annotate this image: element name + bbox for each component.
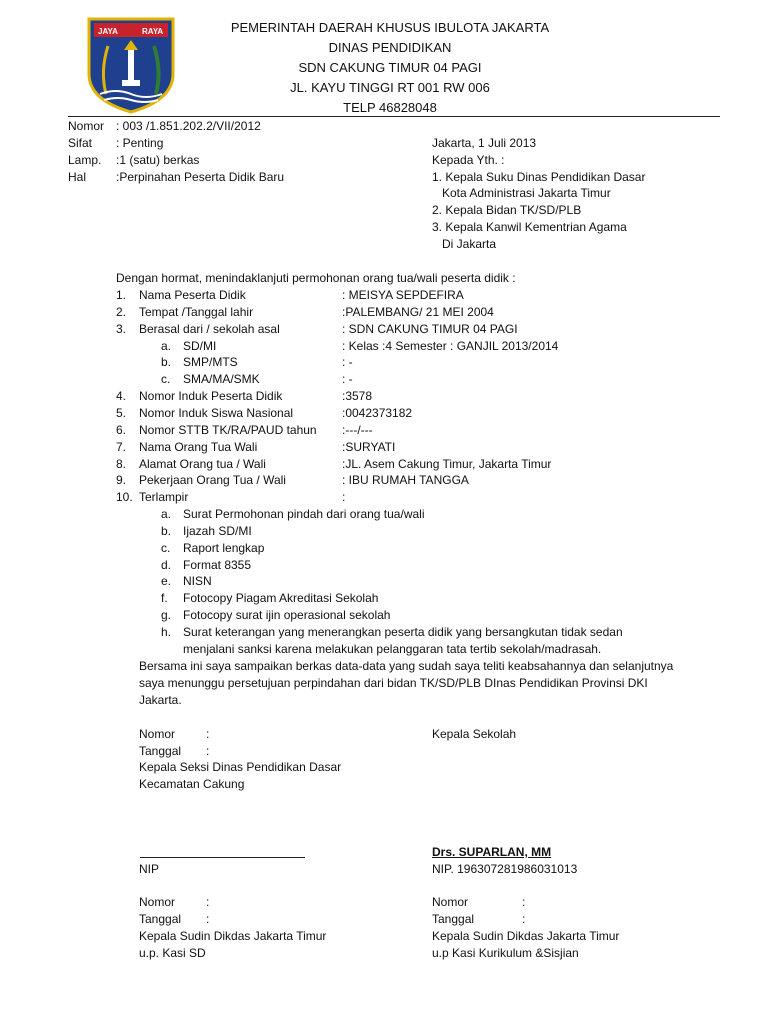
attachment-text: Surat Permohonan pindah dari orang tua/wali bbox=[183, 507, 425, 521]
headmaster-name: Drs. SUPARLAN, MM bbox=[432, 845, 552, 859]
field-label: Terlampir bbox=[139, 490, 189, 504]
sign-left2-title-1: Kepala Sudin Dikdas Jakarta Timur bbox=[139, 929, 327, 943]
sign-left1-nomor-colon: : bbox=[206, 727, 210, 741]
sign-right2-tanggal-label: Tanggal bbox=[432, 912, 475, 926]
field-num: 3. bbox=[116, 322, 127, 336]
letter-date: Jakarta, 1 Juli 2013 bbox=[432, 136, 537, 150]
attachment-num: g. bbox=[161, 608, 172, 622]
field-num: a. bbox=[161, 339, 172, 353]
sign-right2-tanggal-colon: : bbox=[522, 912, 526, 926]
sign-right2-title-2: u.p Kasi Kurikulum &Sisjian bbox=[432, 946, 579, 960]
attachment-num: a. bbox=[161, 507, 172, 521]
sign-right2-nomor-label: Nomor bbox=[432, 895, 469, 909]
header-line-school: SDN CAKUNG TIMUR 04 PAGI bbox=[298, 60, 482, 75]
header-line-address: JL. KAYU TINGGI RT 001 RW 006 bbox=[290, 80, 490, 95]
sign-left2-nomor-label: Nomor bbox=[139, 895, 176, 909]
meta-hal-label: Hal bbox=[68, 170, 87, 184]
field-num: b. bbox=[161, 355, 172, 369]
attachment-text: Raport lengkap bbox=[183, 541, 265, 555]
attachment-num: d. bbox=[161, 558, 172, 572]
intro-text: Dengan hormat, menindaklanjuti permohonan orang tua/wali peserta didik : bbox=[116, 271, 516, 285]
recipient-3-line-b: Di Jakarta bbox=[442, 237, 497, 251]
sign-left1-title-2: Kecamatan Cakung bbox=[139, 777, 245, 791]
field-label: SMP/MTS bbox=[183, 355, 238, 369]
recipient-3-line-a: 3. Kepala Kanwil Kementrian Agama bbox=[432, 220, 627, 234]
field-num: 1. bbox=[116, 288, 127, 302]
field-num: 4. bbox=[116, 389, 127, 403]
field-num: 10. bbox=[116, 490, 133, 504]
sign-right1-title: Kepala Sekolah bbox=[432, 727, 517, 741]
field-num: 2. bbox=[116, 305, 127, 319]
field-value: : bbox=[342, 490, 346, 504]
field-value: :0042373182 bbox=[342, 406, 413, 420]
field-label: SMA/MA/SMK bbox=[183, 372, 260, 386]
sign-left1-title-1: Kepala Seksi Dinas Pendidikan Dasar bbox=[139, 760, 342, 774]
sign-right2-title-1: Kepala Sudin Dikdas Jakarta Timur bbox=[432, 929, 620, 943]
field-label: Tempat /Tanggal lahir bbox=[139, 305, 254, 319]
field-value: :---/--- bbox=[342, 423, 373, 437]
attachment-text: Ijazah SD/MI bbox=[183, 524, 252, 538]
header-line-government: PEMERINTAH DAERAH KHUSUS IBULOTA JAKARTA bbox=[230, 20, 550, 35]
field-num: 9. bbox=[116, 473, 127, 487]
field-value: :PALEMBANG/ 21 MEI 2004 bbox=[342, 305, 494, 319]
sign-left2-nomor-colon: : bbox=[206, 895, 210, 909]
field-num: c. bbox=[161, 372, 171, 386]
closing-line-2: saya menunggu persetujuan perpindahan dari bidan TK/SD/PLB DInas Pendidikan Provinsi DKI bbox=[139, 676, 648, 690]
attachment-num: e. bbox=[161, 574, 172, 588]
meta-hal-value: :Perpinahan Peserta Didik Baru bbox=[116, 170, 285, 184]
sign-right2-nomor-colon: : bbox=[522, 895, 526, 909]
sign-left1-tanggal-colon: : bbox=[206, 744, 210, 758]
logo-motto-left: JAYA bbox=[98, 27, 118, 36]
field-value: : Kelas :4 Semester : GANJIL 2013/2014 bbox=[342, 339, 559, 353]
sign-left2-tanggal-colon: : bbox=[206, 912, 210, 926]
closing-line-1: Bersama ini saya sampaikan berkas data-data yang sudah saya teliti keabsahannya dan selanjutnya bbox=[139, 659, 674, 673]
field-label: Nomor Induk Siswa Nasional bbox=[139, 406, 294, 420]
header-divider bbox=[68, 116, 720, 117]
field-value: : IBU RUMAH TANGGA bbox=[342, 473, 469, 487]
field-value: : - bbox=[342, 372, 353, 386]
attachment-num: h. bbox=[161, 625, 172, 639]
attachment-text-continued: menjalani sanksi karena melakukan pelanggaran tata tertib sekolah/madrasah. bbox=[183, 642, 602, 656]
attachment-text: Fotocopy Piagam Akreditasi Sekolah bbox=[183, 591, 379, 605]
meta-nomor-value: : 003 /1.851.202.2/VII/2012 bbox=[116, 119, 261, 133]
sign-left1-tanggal-label: Tanggal bbox=[139, 744, 182, 758]
attachment-num: c. bbox=[161, 541, 171, 555]
field-label: Nomor Induk Peserta Didik bbox=[139, 389, 283, 403]
logo-motto-right: RAYA bbox=[142, 27, 164, 36]
field-value: : - bbox=[342, 355, 353, 369]
field-value: : SDN CAKUNG TIMUR 04 PAGI bbox=[342, 322, 518, 336]
field-value: :JL. Asem Cakung Timur, Jakarta Timur bbox=[342, 457, 552, 471]
header-line-phone: TELP 46828048 bbox=[343, 100, 437, 115]
field-label: Pekerjaan Orang Tua / Wali bbox=[139, 473, 286, 487]
signature-line bbox=[140, 857, 305, 858]
recipient-kepada: Kepada Yth. : bbox=[432, 153, 505, 167]
field-label: Alamat Orang tua / Wali bbox=[139, 457, 266, 471]
sign-left1-nomor-label: Nomor bbox=[139, 727, 176, 741]
recipient-1-line-a: 1. Kepala Suku Dinas Pendidikan Dasar bbox=[432, 170, 646, 184]
attachment-text: NISN bbox=[183, 574, 212, 588]
meta-sifat-label: Sifat bbox=[68, 136, 93, 150]
field-label: Nama Orang Tua Wali bbox=[139, 440, 258, 454]
meta-nomor-label: Nomor bbox=[68, 119, 105, 133]
field-label: Berasal dari / sekolah asal bbox=[139, 322, 280, 336]
recipient-2: 2. Kepala Bidan TK/SD/PLB bbox=[432, 203, 582, 217]
attachment-text: Surat keterangan yang menerangkan peserta didik yang bersangkutan tidak sedan bbox=[183, 625, 623, 639]
field-value: :3578 bbox=[342, 389, 373, 403]
field-num: 8. bbox=[116, 457, 127, 471]
field-label: Nomor STTB TK/RA/PAUD tahun bbox=[139, 423, 317, 437]
field-num: 7. bbox=[116, 440, 127, 454]
meta-lamp-label: Lamp. bbox=[68, 153, 102, 167]
header-line-department: DINAS PENDIDIKAN bbox=[328, 40, 452, 55]
attachment-num: b. bbox=[161, 524, 172, 538]
field-num: 6. bbox=[116, 423, 127, 437]
field-label: SD/MI bbox=[183, 339, 217, 353]
meta-lamp-value: :1 (satu) berkas bbox=[116, 153, 200, 167]
headmaster-nip: NIP. 196307281986031013 bbox=[432, 862, 578, 876]
field-num: 5. bbox=[116, 406, 127, 420]
field-value: : MEISYA SEPDEFIRA bbox=[342, 288, 464, 302]
attachment-num: f. bbox=[161, 591, 168, 605]
recipient-1-line-b: Kota Administrasi Jakarta Timur bbox=[442, 186, 611, 200]
sign-left1-nip: NIP bbox=[139, 862, 160, 876]
field-label: Nama Peserta Didik bbox=[139, 288, 246, 302]
attachment-text: Format 8355 bbox=[183, 558, 252, 572]
meta-sifat-value: : Penting bbox=[116, 136, 164, 150]
sign-left2-title-2: u.p. Kasi SD bbox=[139, 946, 206, 960]
field-value: :SURYATI bbox=[342, 440, 396, 454]
closing-line-3: Jakarta. bbox=[139, 693, 182, 707]
attachment-text: Fotocopy surat ijin operasional sekolah bbox=[183, 608, 391, 622]
sign-left2-tanggal-label: Tanggal bbox=[139, 912, 182, 926]
